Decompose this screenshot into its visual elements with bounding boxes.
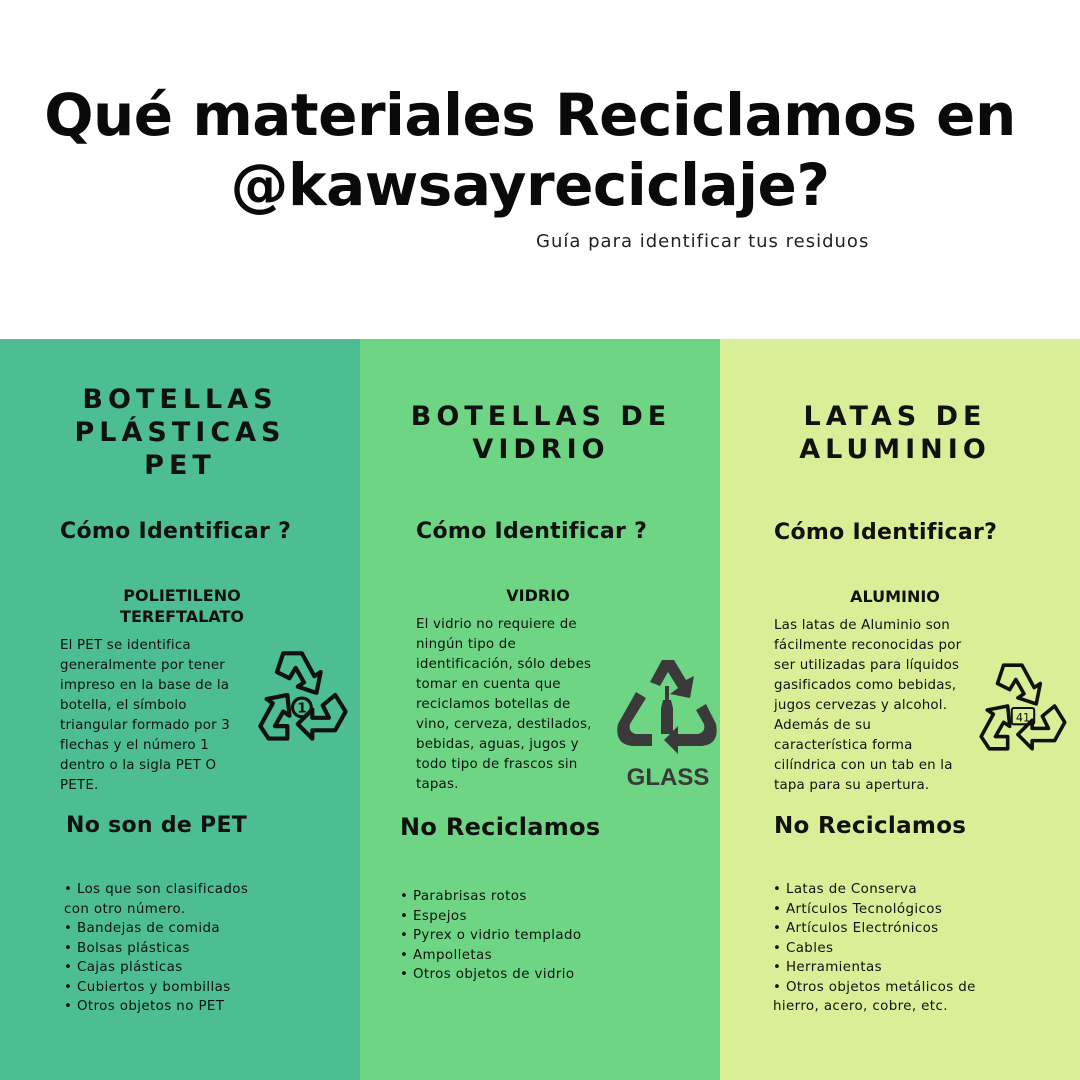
description bbox=[774, 616, 988, 796]
description bbox=[60, 636, 270, 796]
column-aluminium bbox=[720, 339, 1080, 1080]
material-name bbox=[830, 586, 960, 607]
identify-heading: Cómo Identificar? bbox=[774, 520, 998, 545]
column-title-line: PLÁSTICAS bbox=[74, 417, 286, 448]
recycle-aluminium-41-icon bbox=[972, 657, 1076, 759]
material-name bbox=[62, 585, 302, 627]
description-line: dentro o la sigla PET O bbox=[60, 758, 217, 773]
description-line: cilíndrica con un tab en la bbox=[774, 758, 953, 773]
description-line: característica forma bbox=[774, 738, 913, 753]
description-line: ser utilizadas para líquidos bbox=[774, 658, 960, 673]
material-name bbox=[478, 585, 598, 606]
material-line: ALUMINIO bbox=[850, 587, 940, 606]
identify-heading: Cómo Identificar ? bbox=[416, 519, 648, 544]
list-item: • Artículos Tecnológicos bbox=[773, 901, 943, 917]
list-item: • Pyrex o vidrio templado bbox=[400, 928, 582, 943]
not-recycled-list bbox=[773, 880, 976, 1017]
description-line: jugos cervezas y alcohol. bbox=[774, 698, 948, 713]
recycle-glass-icon bbox=[612, 652, 722, 792]
description-line: identificación, sólo debes bbox=[416, 657, 592, 672]
list-item: • Herramientas bbox=[773, 960, 882, 975]
list-item: • Parabrisas rotos bbox=[400, 889, 527, 904]
description-line: Las latas de Aluminio son bbox=[774, 618, 950, 633]
column-title-line: LATAS DE bbox=[803, 401, 987, 432]
list-item: • Cables bbox=[773, 940, 834, 956]
column-title bbox=[0, 383, 360, 482]
column-title-line: BOTELLAS bbox=[82, 384, 278, 415]
description-line: todo tipo de frascos sin bbox=[416, 757, 578, 772]
description-line: Además de su bbox=[774, 718, 872, 733]
glass-label: GLASS bbox=[626, 764, 710, 791]
description-line: reciclamos botellas de bbox=[416, 697, 571, 712]
not-recycled-list bbox=[400, 887, 581, 985]
description-line: El vidrio no requiere de bbox=[416, 617, 577, 632]
list-item: • Espejos bbox=[400, 908, 467, 924]
description-line: bebidas, aguas, jugos y bbox=[416, 737, 579, 752]
description-line: botella, el símbolo bbox=[60, 698, 187, 713]
description-line: flechas y el número 1 bbox=[60, 738, 209, 753]
description-line: fácilmente reconocidas por bbox=[774, 638, 962, 653]
list-item: • Artículos Electrónicos bbox=[773, 921, 939, 936]
column-title bbox=[720, 400, 1070, 466]
list-item: • Cajas plásticas bbox=[64, 960, 183, 975]
description-line: tomar en cuenta que bbox=[416, 677, 561, 692]
column-title-line: VIDRIO bbox=[472, 434, 610, 465]
column-title bbox=[360, 400, 722, 466]
list-item: • Ampolletas bbox=[400, 947, 492, 963]
header bbox=[0, 0, 1080, 339]
column-glass bbox=[360, 339, 720, 1080]
recycle-pet-1-icon bbox=[250, 645, 358, 749]
column-title-line: ALUMINIO bbox=[799, 434, 991, 465]
pet-number: 1 bbox=[297, 700, 307, 717]
title-line-1: Qué materiales Reciclamos en bbox=[44, 81, 1016, 149]
description-line: impreso en la base de la bbox=[60, 678, 230, 693]
description-line: ningún tipo de bbox=[416, 637, 516, 652]
not-recycled-list bbox=[64, 880, 248, 1017]
list-item: con otro número. bbox=[64, 901, 186, 917]
description-line: tapas. bbox=[416, 777, 459, 792]
not-recycled-heading: No Reciclamos bbox=[400, 813, 601, 841]
description-line: tapa para su apertura. bbox=[774, 778, 930, 793]
description-line: gasificados como bebidas, bbox=[774, 678, 957, 693]
list-item: • Cubiertos y bombillas bbox=[64, 979, 231, 995]
description-line: triangular formado por 3 bbox=[60, 718, 230, 733]
title-line-2: @kawsayreciclaje? bbox=[230, 151, 830, 219]
aluminium-number: 41 bbox=[1015, 711, 1031, 725]
material-line: VIDRIO bbox=[506, 586, 570, 605]
description-line: PETE. bbox=[60, 778, 99, 793]
list-item: • Otros objetos metálicos de bbox=[773, 979, 976, 995]
page-title bbox=[40, 80, 1020, 220]
material-line: POLIETILENO bbox=[123, 586, 241, 605]
list-item: • Bandejas de comida bbox=[64, 921, 220, 936]
list-item: • Bolsas plásticas bbox=[64, 940, 190, 956]
not-recycled-heading: No son de PET bbox=[66, 813, 248, 838]
description-line: vino, cerveza, destilados, bbox=[416, 717, 592, 732]
description bbox=[416, 615, 616, 795]
column-pet bbox=[0, 339, 360, 1080]
identify-heading: Cómo Identificar ? bbox=[60, 519, 292, 544]
description-line: generalmente por tener bbox=[60, 658, 225, 673]
list-item: • Otros objetos de vidrio bbox=[400, 967, 575, 982]
description-line: El PET se identifica bbox=[60, 638, 191, 653]
column-title-line: BOTELLAS DE bbox=[410, 401, 672, 432]
list-item: • Otros objetos no PET bbox=[64, 999, 225, 1014]
page-subtitle: Guía para identificar tus residuos bbox=[536, 231, 870, 252]
column-title-line: PET bbox=[144, 450, 216, 481]
material-line: TEREFTALATO bbox=[120, 607, 244, 626]
not-recycled-heading: No Reciclamos bbox=[774, 813, 967, 839]
list-item: • Los que son clasificados bbox=[64, 882, 249, 897]
list-item: hierro, acero, cobre, etc. bbox=[773, 999, 948, 1014]
list-item: • Latas de Conserva bbox=[773, 882, 917, 897]
